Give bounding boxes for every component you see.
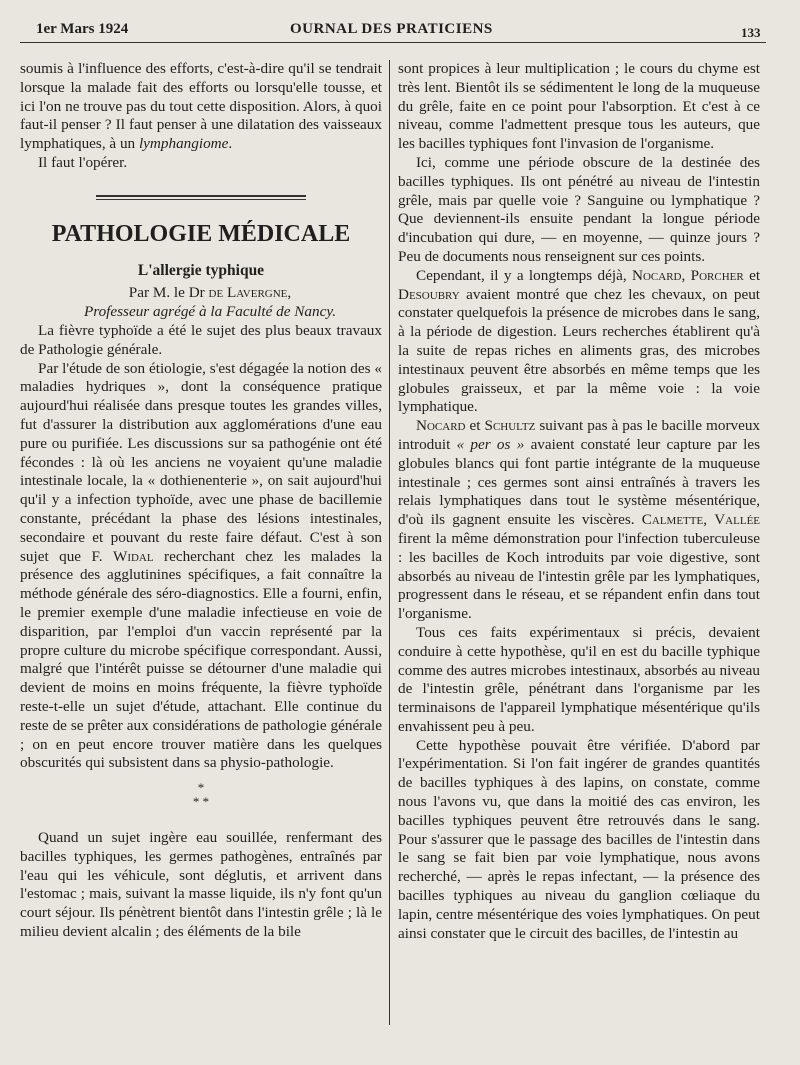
byline [20, 284, 382, 303]
byline-prefix: Par M. le Dr [128, 284, 205, 302]
punctuation: , [703, 511, 708, 529]
punctuation: . [228, 135, 233, 153]
paragraph-text: avaient constaté leur capture par les globules blancs qui font partie intégrante de la muqueuse intestinale ; ces germes sont ainsi entraînés à travers les relais lymphatiques dans tout le système mésentérique, d'où ils gagnent ensuite les viscères. [398, 435, 761, 529]
cited-author: Nocard [416, 417, 466, 435]
issue-date: 1er Mars 1924 [36, 21, 129, 37]
emphasis: lymphangiome [138, 135, 229, 153]
paragraph [20, 60, 382, 154]
paragraph-text: soumis à l'influence des efforts, c'est-à-dire qu'il se tendrait lorsque la malade fait des efforts ou lorsqu'elle tousse, et ici l'on ne trouve pas du tout cette disposition. Alors, à quoi faut-il penser ? Il faut penser à une dilatation des vaisseaux lymphatiques, à un [20, 60, 382, 153]
asterism-top: * [197, 780, 205, 796]
page-header [0, 18, 800, 42]
punctuation: , [681, 266, 686, 284]
section-title: PATHOLOGIE MÉDICALE [51, 220, 351, 247]
header-rule [20, 42, 766, 43]
asterism-bottom: * * [192, 794, 210, 810]
section-separator [20, 187, 382, 206]
paragraph: Ici, comme une période obscure de la destinée des bacilles typhiques. Ils ont pénétré au niveau de l'intestin grêle, mais par quelle voie ? Sanguine ou lymphatique ? Que deviennent-ils ensuite pendant la longue période d'incubation qui dure, — en moyenne, — quinze jours ? Peu de documents nous renseignent sur ces points. [398, 153, 760, 265]
asterism [20, 781, 382, 809]
paragraph: Tous ces faits expérimentaux si précis, devaient conduire à cette hypothèse, qu'il en est du bacille typhique comme des autres microbes intestinaux, absorbés au niveau de l'intestin grêle, pénétrant dans l'organisme par les terminaisons de l'appareil lymphatique mésentérique qu'ils envahissent peu à peu. [398, 623, 760, 735]
cited-author: Porcher [690, 266, 744, 284]
paragraph-text: recherchant chez les malades la présence des agglutinines spécifiques, a fait connaître la méthode générale des séro-diagnostics. Elle a fourni, enfin, le premier exemple d'une maladie infectieuse en voie de disparition, par l'emploi d'un vaccin représenté par la propre culture du microbe spécifique correspondant. Aussi, malgré que l'intérêt puisse se détourner d'une maladie qui devient de moins en moins fréquente, la fièvre typhoïde reste-t-elle un sujet d'étude, attachant. Elle continue du reste de se prêter aux considérations de pathologie générale ; on en peut encore trouver matière dans les quelques obscurités qui subsistent dans sa physio-pathologie. [20, 547, 383, 772]
cited-author: Nocard [632, 266, 682, 284]
paragraph: sont propices à leur multiplication ; le cours du chyme est très lent. Bientôt ils se sédimentent le long de la muqueuse du grêle, faite en ce point pour l'absorption. Et c'est à ce niveau, comme l'admettent presque tous les auteurs, que les bacilles typhiques font l'invasion de l'organisme. [398, 60, 760, 153]
article-title: L'allergie typhique [137, 261, 265, 279]
cited-author: Schultz [484, 417, 536, 435]
paragraph: Il faut l'opérer. [38, 153, 128, 171]
author-name: de Lavergne [208, 284, 288, 302]
paragraph: La fièvre typhoïde a été le sujet des plus beaux travaux de Pathologie générale. [20, 321, 382, 358]
conjunction: et [749, 266, 761, 284]
paragraph-text: Par l'étude de son étiologie, s'est dégagée la notion des « maladies hydriques », dont la conséquence pratique aujourd'hui réalisée dans presque toutes les grandes villes, fut d'assurer la distribution aux agglomérations d'une eau pure ou purifiée. Les discussions sur sa pathogénie ont été fécondes : là où les anciens ne voyaient qu'une maladie intestinale locale, la « dothienenterie », on sait aujourd'hui qu'il y a infection typhoïde, avec une phase de bacillemie constante, précédant la phase des lésions intestinales, secondaire et pouvant du reste faire défaut. C'est à son sujet que F. [20, 359, 382, 565]
emphasis: « per os » [456, 435, 525, 453]
paragraph: Quand un sujet ingère eau souillée, renfermant des bacilles typhiques, les germes pathogènes, entraînés par l'eau qui les véhicule, sont déglutis, et arrivent dans l'estomac ; mais, suivant la masse liquide, ils n'y font qu'un court séjour. Ils pénètrent bientôt dans l'intestin grêle ; là le milieu devient alcalin ; des éléments de la bile [20, 829, 382, 941]
left-column [20, 60, 382, 942]
journal-title: OURNAL DES PRATICIENS [290, 21, 493, 37]
page-number: 133 [741, 25, 761, 40]
paragraph: Cette hypothèse pouvait être vérifiée. D'abord par l'expérimentation. Si l'on fait ingérer de grandes quantités de bacilles typhiques à des lapins, on constate, comme nous l'avons vu, que dans la moitié des cas environ, les bacilles typhiques peuvent être retrouvés dans le sang. Pour s'assurer que le passage des bacilles de l'intestin dans le sang se fait bien par voie lymphatique, nous avons recherché, — après le repas infectant, — la présence des bacilles typhiques au niveau du ganglion cœliaque du lapin, centre mésentérique des voies lymphatiques. On peut ainsi constater que le circuit des bacilles, de l'intestin au [398, 736, 760, 942]
paragraph [20, 360, 382, 774]
paragraph-text: avaient montré que chez les chevaux, on peut constater quelquefois la présence de microbes dans le sang, à la période de digestion. Leurs recherches établirent qu'à la suite de repas riches en aliments gras, des microbes intestinaux peuvent être absorbés en même temps que les globules graisseux, et par la même voie : la voie lymphatique. [398, 285, 761, 416]
paragraph-text: Cependant, il y a longtemps déjà, [416, 266, 627, 284]
paragraph [398, 267, 760, 417]
punctuation: , [287, 284, 292, 302]
cited-author: Widal [112, 547, 154, 565]
cited-author: Calmette [641, 511, 704, 529]
paragraph [398, 417, 760, 624]
paragraph-text: suivant pas à pas le bacille morveux introduit [398, 417, 761, 453]
paragraph-text: firent la même démonstration pour l'infection tuberculeuse : les bacilles de Koch introduits par voie digestive, sont absorbés au niveau de l'intestin grêle par les lymphatiques, progressent dans le réseau, et se répandent enfin dans tout l'organisme. [398, 529, 760, 623]
author-affiliation: Professeur agrégé à la Faculté de Nancy. [83, 303, 337, 321]
column-divider [389, 60, 390, 1025]
conjunction: et [469, 417, 481, 435]
right-column [398, 60, 760, 943]
cited-author: Vallée [714, 511, 761, 529]
cited-author: Desoubry [398, 285, 460, 303]
